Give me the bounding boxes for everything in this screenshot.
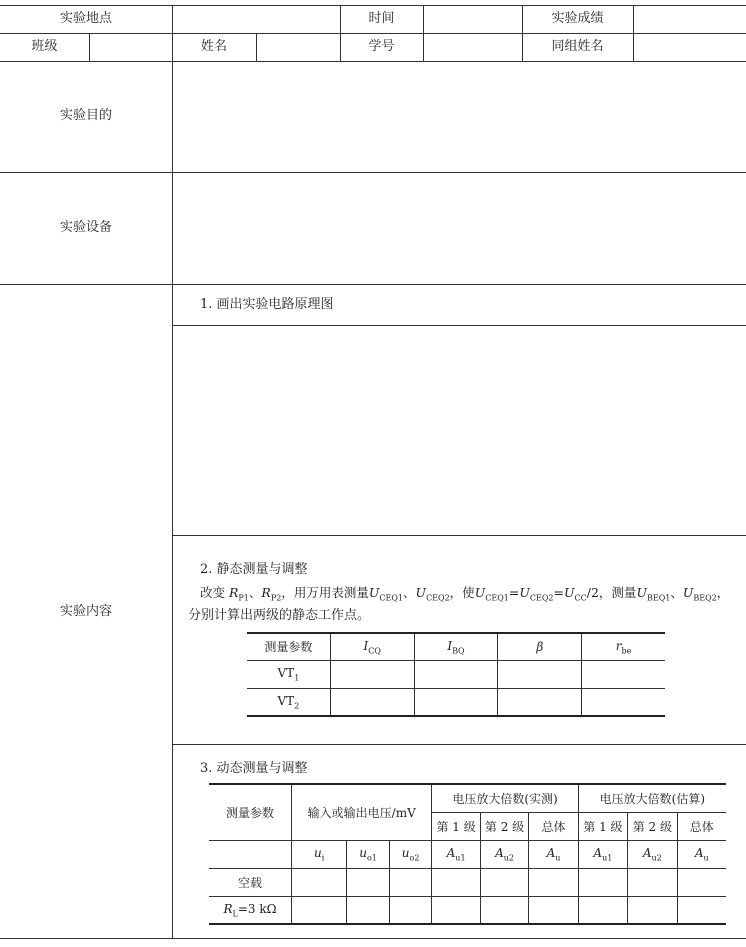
gain-measured-header: 电压放大倍数(实测) [432, 784, 578, 812]
estimated-stage1-header: 第 1 级 [578, 812, 627, 840]
static-table-header-row [247, 633, 665, 660]
dynamic-cell [389, 868, 432, 896]
dynamic-row-load [209, 896, 726, 924]
static-row-vt1-label: $VT_1$ [247, 660, 330, 688]
io-voltage-header: 输入或输出电压/mV [292, 784, 432, 840]
location-label: 实验地点 [59, 11, 112, 26]
rule-header-mid [0, 33, 746, 34]
rule-step1-bottom [172, 535, 746, 536]
static-param-header: 测量参数 [247, 633, 330, 660]
static-icq-header: $I_{CQ}$ [330, 633, 414, 660]
static-table-row-vt1 [247, 660, 665, 688]
rule-purpose-bottom [0, 172, 746, 173]
rule-top [0, 5, 746, 6]
equipment-label: 实验设备 [59, 220, 112, 235]
au-measured-header: $A_u$ [529, 840, 578, 868]
dynamic-table-symbol-row [209, 840, 726, 868]
dynamic-blank-cell [209, 840, 292, 868]
static-cell [498, 660, 582, 688]
row-noload-label: 空载 [209, 868, 292, 896]
rule-v-class [89, 33, 90, 61]
dynamic-cell [628, 896, 677, 924]
dynamic-cell [347, 896, 390, 924]
rule-label-column [172, 5, 173, 939]
dynamic-cell [529, 868, 578, 896]
measured-stage2-header: 第 2 级 [480, 812, 528, 840]
rule-v-name [256, 33, 257, 61]
dynamic-cell [677, 868, 726, 896]
estimated-total-header: 总体 [677, 812, 726, 840]
dynamic-cell [578, 868, 627, 896]
dynamic-cell [480, 868, 528, 896]
dynamic-cell [529, 896, 578, 924]
rule-step2-bottom [172, 744, 746, 745]
purpose-label: 实验目的 [59, 108, 112, 123]
dynamic-cell [389, 896, 432, 924]
uo2-header: $u_{o2}$ [389, 840, 432, 868]
uo1-header: $u_{o1}$ [347, 840, 390, 868]
rule-header-bottom [0, 61, 746, 62]
dynamic-table-header-row1 [209, 784, 726, 812]
ui-header: $u_i$ [292, 840, 347, 868]
dynamic-cell [292, 868, 347, 896]
static-beta-header: β [498, 633, 582, 660]
grade-label: 实验成绩 [551, 11, 604, 26]
static-measurement-table [247, 632, 665, 717]
au1-estimated-header: $A_{u1}$ [578, 840, 627, 868]
rule-equipment-bottom [0, 284, 746, 285]
dynamic-param-header: 测量参数 [209, 784, 292, 840]
estimated-stage2-header: 第 2 级 [628, 812, 677, 840]
step2-description-line2: 分别计算出两级的静态工作点。 [188, 608, 371, 623]
static-row-vt2-label: $VT_2$ [247, 688, 330, 716]
static-ibq-header: $I_{BQ}$ [414, 633, 498, 660]
dynamic-cell [292, 896, 347, 924]
gain-estimated-header: 电压放大倍数(估算) [578, 784, 726, 812]
dynamic-cell [347, 868, 390, 896]
group-names-label: 同组姓名 [551, 39, 604, 54]
step3-title: 3. 动态测量与调整 [200, 761, 308, 776]
static-cell [582, 660, 665, 688]
rule-v-time-value [423, 5, 424, 61]
static-rbe-header: $r_{be}$ [582, 633, 665, 660]
static-cell [330, 688, 414, 716]
step1-title: 1. 画出实验电路原理图 [200, 297, 334, 312]
static-cell [582, 688, 665, 716]
dynamic-cell [677, 896, 726, 924]
rule-v-grade-value [633, 5, 634, 61]
dynamic-measurement-table [209, 783, 726, 925]
static-table-row-vt2 [247, 688, 665, 716]
row-load-label: $R_L=3$ kΩ [209, 896, 292, 924]
measured-stage1-header: 第 1 级 [432, 812, 480, 840]
dynamic-cell [578, 896, 627, 924]
content-label: 实验内容 [59, 604, 112, 619]
step2-description-line1: 改变 $R_{P1}$、$R_{P2}$，用万用表测量$U_{CEQ1}$、$U_{CEQ2}$，使$U_{CEQ1}=U_{CEQ2}=U_{CC}/2$，测量$U_{BEQ1}$、$U_{BEQ2}$， [200, 585, 730, 603]
dynamic-cell [480, 896, 528, 924]
rule-bottom [0, 938, 746, 939]
static-cell [330, 660, 414, 688]
dynamic-cell [432, 896, 480, 924]
au-estimated-header: $A_u$ [677, 840, 726, 868]
student-id-label: 学号 [368, 39, 395, 54]
rule-step1-title [172, 325, 746, 326]
dynamic-row-noload [209, 868, 726, 896]
dynamic-cell [432, 868, 480, 896]
step2-title: 2. 静态测量与调整 [200, 562, 308, 577]
static-cell [414, 660, 498, 688]
au2-estimated-header: $A_{u2}$ [628, 840, 677, 868]
au2-measured-header: $A_{u2}$ [480, 840, 528, 868]
static-cell [414, 688, 498, 716]
static-cell [498, 688, 582, 716]
au1-measured-header: $A_{u1}$ [432, 840, 480, 868]
class-label: 班级 [31, 39, 58, 54]
time-label: 时间 [368, 11, 395, 26]
dynamic-cell [628, 868, 677, 896]
measured-total-header: 总体 [529, 812, 578, 840]
name-label: 姓名 [200, 39, 227, 54]
